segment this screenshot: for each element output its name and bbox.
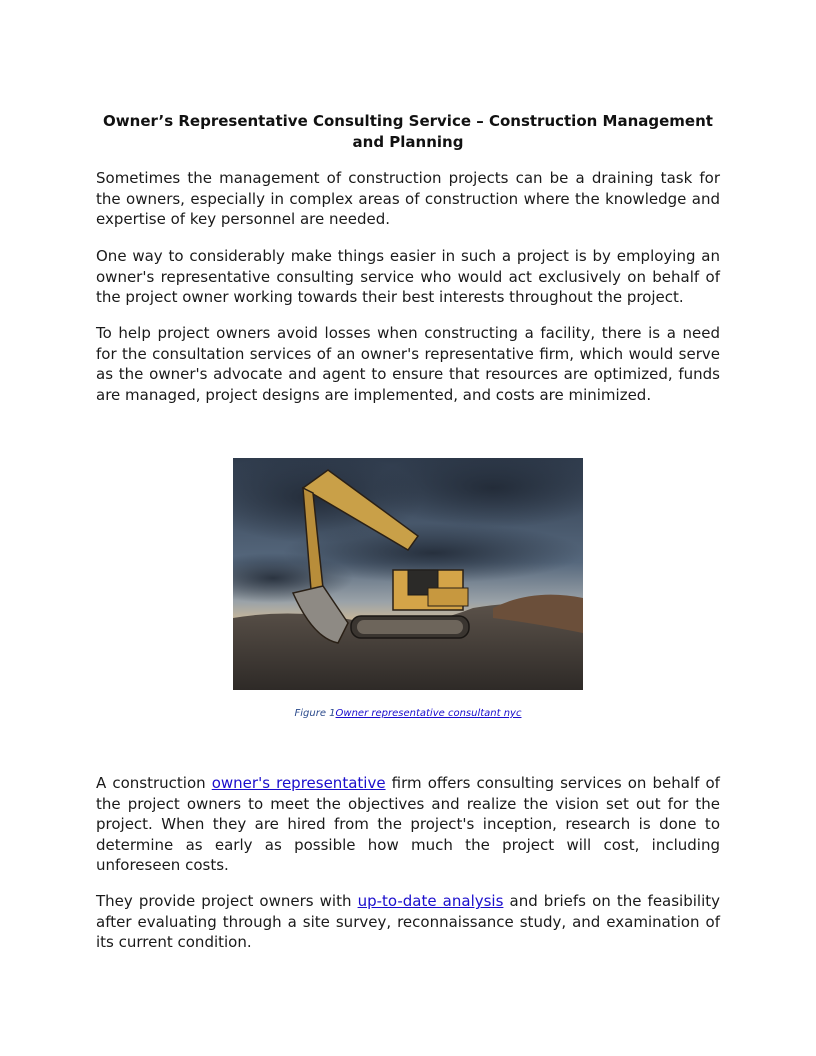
paragraph-intro: Sometimes the management of construction projects can be a draining task for the owners, especially in complex areas of construction where the knowledge and expertise of key personnel are needed. [96, 169, 720, 229]
p5-text-before: They provide project owners with [96, 892, 358, 910]
owners-representative-link[interactable]: owner's representative [211, 774, 386, 792]
caption-link[interactable]: Owner representative consultant nyc [335, 708, 522, 719]
excavator-photo [233, 458, 583, 690]
paragraph-analysis [96, 891, 720, 953]
paragraph-avoid-losses: To help project owners avoid losses when constructing a facility, there is a need for the consultation services of an owner's representative firm, which would serve as the owner's advocate and agent to ensure that resources are optimized, funds are managed, project designs are implemented, and costs are minimized. [96, 324, 720, 404]
paragraph-employing: One way to considerably make things easier in such a project is by employing an owner's representative consulting service who would act exclusively on behalf of the project owner working towards their best interests throughout the project. [96, 247, 720, 307]
excavator-image [233, 458, 583, 690]
p5-text-after: and briefs on the feasibility after evaluating through a site survey, reconnaissance study, and examination of its current condition. [96, 892, 721, 952]
document-title: Owner’s Representative Consulting Service – Construction Management and Planning [103, 112, 713, 151]
figure-caption [96, 708, 720, 719]
paragraph-firm-offers [96, 773, 720, 876]
up-to-date-analysis-link[interactable]: up-to-date analysis [357, 892, 504, 910]
p4-text-before: A construction [96, 774, 212, 792]
caption-prefix: Figure 1 [294, 708, 336, 719]
p4-text-after: firm offers consulting services on behalf of the project owners to meet the objectives and realize the vision set out for the project. When they are hired from the project's inception, research is done to determine as early as possible how much the project will cost, including unforeseen costs. [96, 774, 720, 875]
